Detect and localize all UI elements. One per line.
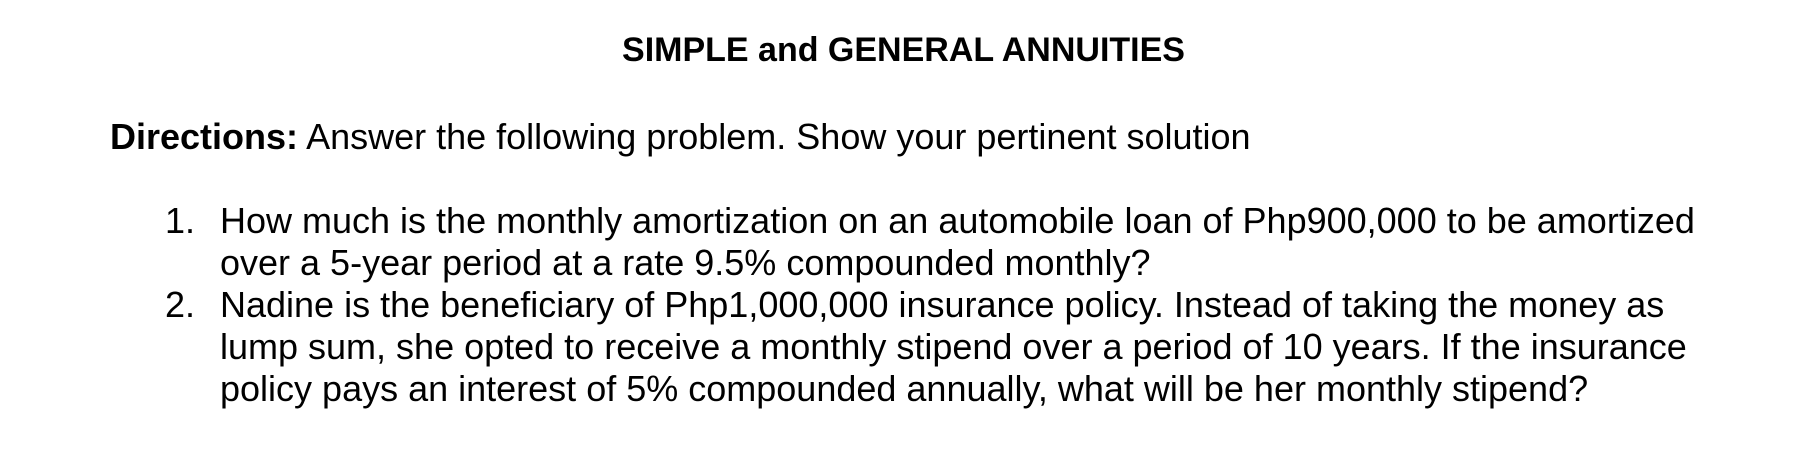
problem-line: over a 5-year period at a rate 9.5% compounded monthly?	[220, 242, 1151, 283]
problem-list	[0, 200, 1807, 410]
problem-line: Nadine is the beneficiary of Php1,000,000 insurance policy. Instead of taking the money as	[220, 284, 1665, 325]
problem-text	[220, 200, 1710, 284]
problem-line: lump sum, she opted to receive a monthly stipend over a period of 10 years. If the insurance	[220, 326, 1687, 367]
problem-number: 1.	[165, 200, 196, 241]
document-title: SIMPLE and GENERAL ANNUITIES	[622, 31, 1185, 69]
directions-paragraph	[110, 116, 1251, 158]
problem-number: 2.	[165, 284, 196, 325]
problem-item-1	[165, 200, 1710, 284]
directions-label: Directions:	[110, 116, 299, 157]
directions-text: Answer the following problem. Show your pertinent solution	[298, 116, 1251, 157]
problem-text	[220, 284, 1710, 410]
problem-line: How much is the monthly amortization on an automobile loan of Php900,000 to be amortized	[220, 200, 1695, 241]
problem-line: policy pays an interest of 5% compounded annually, what will be her monthly stipend?	[220, 368, 1589, 409]
problem-item-2	[165, 284, 1710, 410]
